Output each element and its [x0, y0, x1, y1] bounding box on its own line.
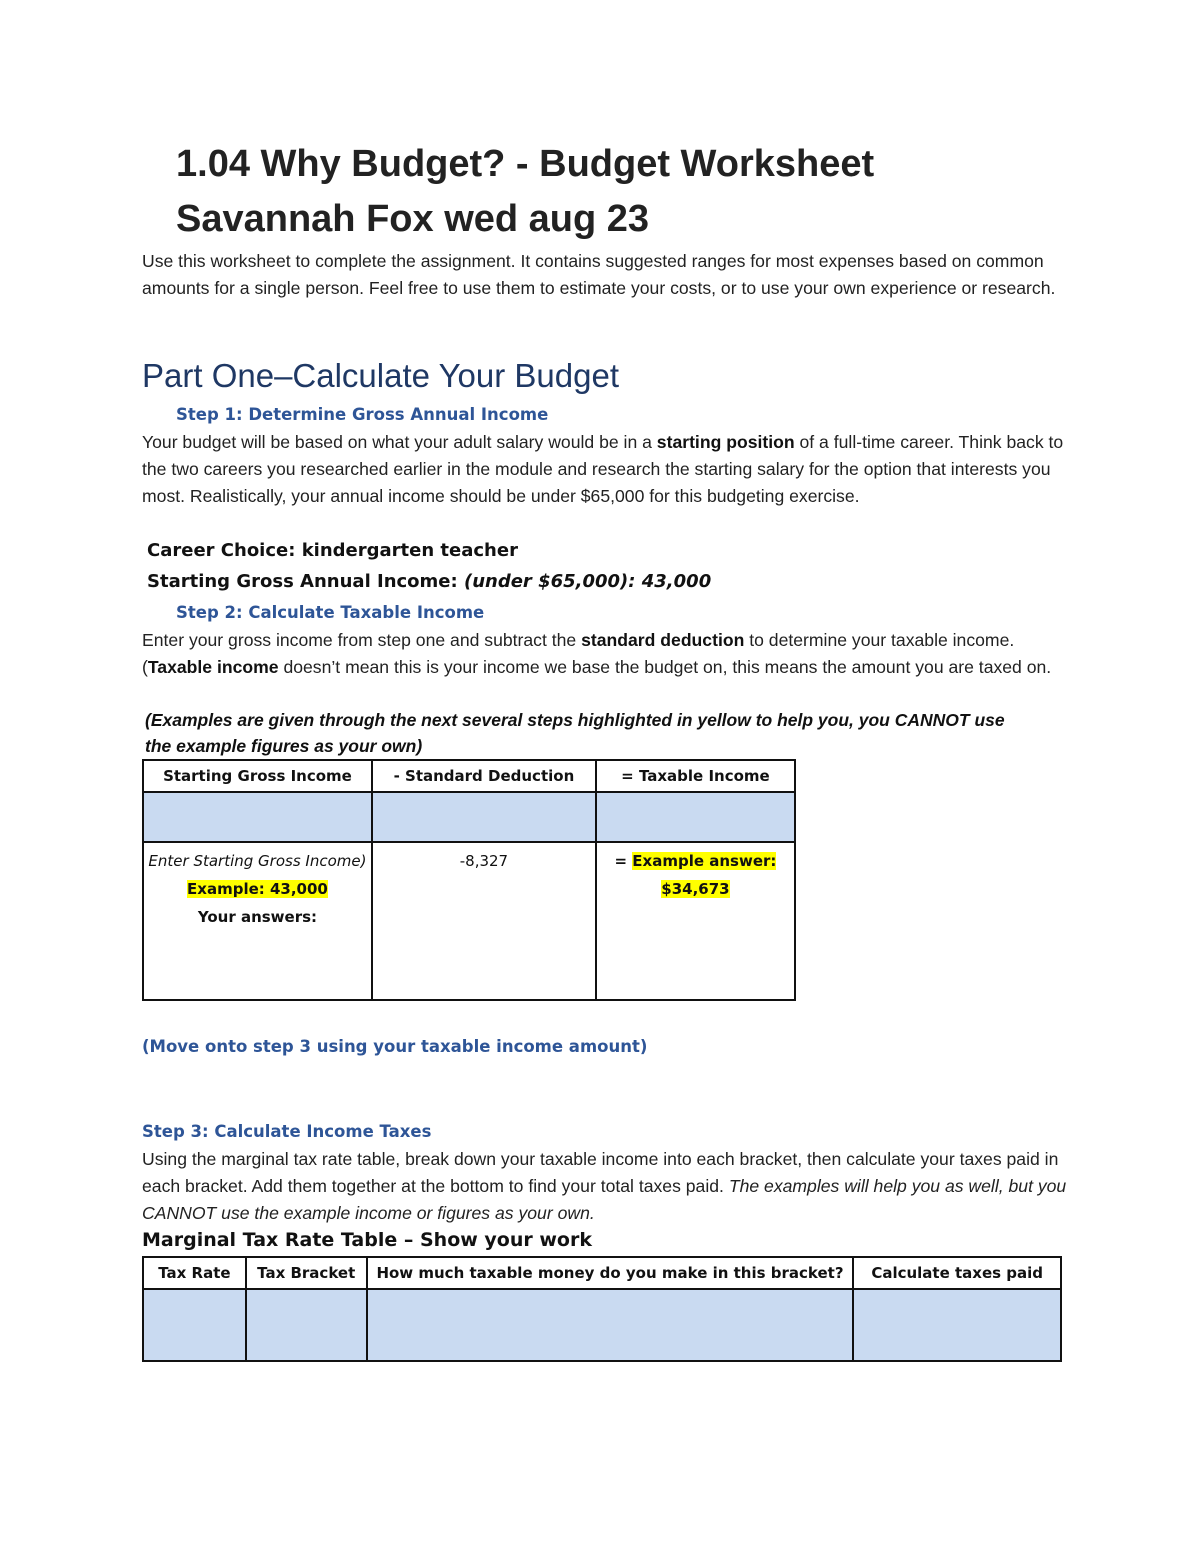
career-choice-label: Career Choice:: [147, 540, 302, 561]
marginal-tax-table: [142, 1256, 1062, 1362]
step2-text-c: doesn’t mean this is your income we base the budget on, this means the amount you are taxed on.: [278, 657, 1052, 677]
step3-heading: Step 3: Calculate Income Taxes: [142, 1122, 432, 1141]
taxable-money-cell[interactable]: [367, 1289, 854, 1361]
step2-text-a: Enter your gross income from step one and subtract the: [142, 630, 582, 650]
career-choice-value[interactable]: kindergarten teacher: [301, 540, 518, 561]
standard-deduction-value: -8,327: [459, 852, 509, 870]
standard-deduction-term: standard deduction: [581, 630, 745, 650]
header-tax-rate: Tax Rate: [143, 1257, 246, 1289]
equals-sign: =: [614, 852, 633, 870]
step2-text-b: to determine your taxable income. (: [142, 630, 1015, 677]
step3-paragraph: [142, 1146, 1067, 1227]
taxable-income-term: Taxable income: [147, 657, 279, 677]
gross-income-input-cell[interactable]: [143, 792, 372, 842]
step1-text-b: of a full-time career. Think back to the two careers you researched earlier in the module and research the starting salary for the option that interests you most. Realistically, your annual income should be under $65,000 for this budgeting exercise.: [142, 432, 1064, 506]
example-answer-value: $34,673: [661, 880, 730, 898]
header-taxable-income: = Taxable Income: [596, 760, 795, 792]
standard-deduction-value-cell: [372, 842, 596, 1000]
move-on-note: (Move onto step 3 using your taxable income amount): [142, 1037, 648, 1056]
step1-paragraph: [142, 429, 1072, 510]
taxable-income-table: [142, 759, 796, 1001]
intro-paragraph: Use this worksheet to complete the assignment. It contains suggested ranges for most expenses based on common amounts for a single person. Feel free to use them to estimate your costs, or to use your own experience or research.: [142, 251, 1056, 298]
step2-paragraph: [142, 627, 1072, 681]
step2-heading: Step 2: Calculate Taxable Income: [176, 603, 485, 622]
document-title: 1.04 Why Budget? - Budget Worksheet: [176, 143, 875, 185]
example-answer-label: Example answer:: [632, 852, 777, 870]
taxes-paid-cell[interactable]: [853, 1289, 1061, 1361]
gross-income-example: Example: 43,000: [187, 880, 328, 898]
header-tax-bracket: Tax Bracket: [246, 1257, 367, 1289]
gross-income-example-cell: [143, 842, 372, 1000]
step3-text-a: Using the marginal tax rate table, break down your taxable income into each bracket, then calculate your taxes paid in each bracket. Add them together at the bottom to find your total taxes paid.: [142, 1149, 1059, 1196]
gross-income-label: Starting Gross Annual Income:: [147, 571, 464, 592]
part-one-heading: Part One–Calculate Your Budget: [142, 357, 620, 394]
gross-income-hint: Enter Starting Gross Income): [148, 852, 367, 870]
step1-heading: Step 1: Determine Gross Annual Income: [176, 405, 549, 424]
tax-rate-cell[interactable]: [143, 1289, 246, 1361]
header-starting-gross-income: Starting Gross Income: [143, 760, 372, 792]
step3-italic-note: The examples will help you as well, but you CANNOT use the example income or figures as your own.: [142, 1176, 1067, 1223]
step1-text-a: Your budget will be based on what your adult salary would be in a: [142, 432, 657, 452]
taxable-income-input-cell[interactable]: [596, 792, 795, 842]
career-choice-line: [147, 537, 518, 565]
gross-income-value[interactable]: (under $65,000): 43,000: [463, 571, 712, 592]
step1-starting-position: starting position: [656, 432, 795, 452]
examples-note: (Examples are given through the next several steps highlighted in yellow to help you, you CANNOT use the example figures as your own): [145, 710, 1005, 756]
marginal-table-title: Marginal Tax Rate Table – Show your work: [142, 1229, 592, 1251]
your-answers-label: Your answers:: [197, 908, 318, 926]
header-taxes-paid: Calculate taxes paid: [853, 1257, 1061, 1289]
student-name-date: Savannah Fox wed aug 23: [176, 198, 650, 240]
gross-income-line: [147, 568, 711, 596]
standard-deduction-input-cell[interactable]: [372, 792, 596, 842]
header-standard-deduction: - Standard Deduction: [372, 760, 596, 792]
taxable-income-example-cell: [596, 842, 795, 1000]
tax-bracket-cell[interactable]: [246, 1289, 367, 1361]
header-taxable-money-in-bracket: How much taxable money do you make in this bracket?: [367, 1257, 854, 1289]
